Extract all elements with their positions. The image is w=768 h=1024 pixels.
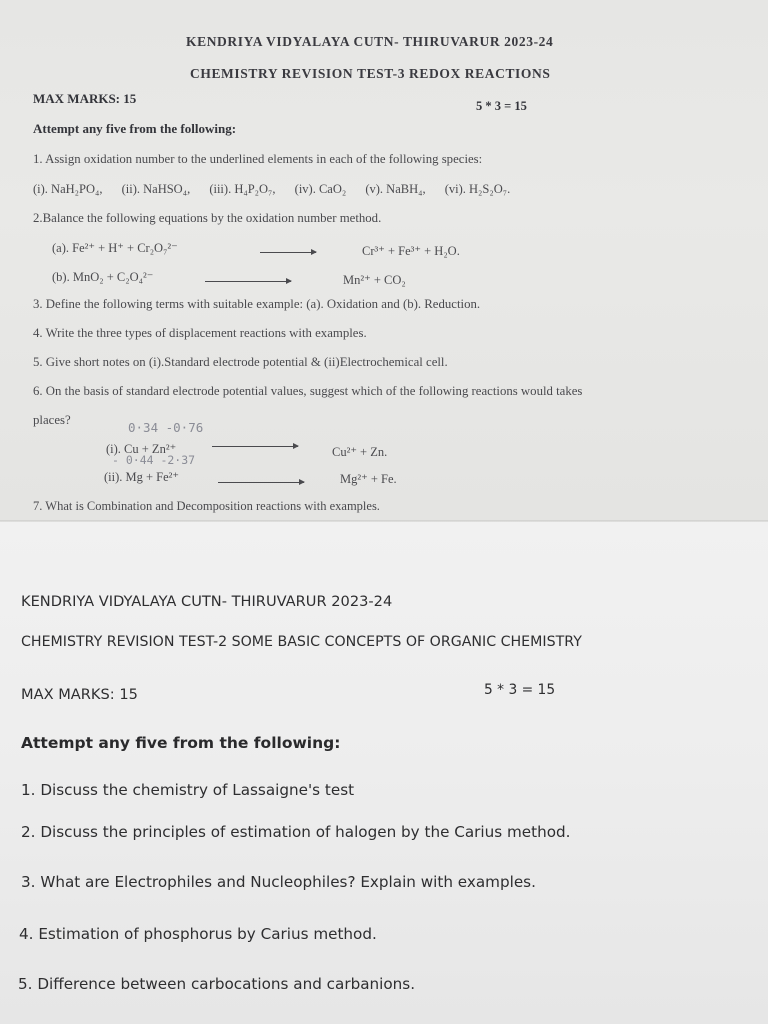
question-2: 2. Discuss the principles of estimation of halogen by the Carius method. (21, 823, 571, 841)
question-3: 3. What are Electrophiles and Nucleophiles? Explain with examples. (21, 873, 536, 891)
equation-b-reactants: (b). MnO₂ + C₂O₄²⁻ (52, 270, 154, 284)
species-item: (vi). H₂S₂O₇. (444, 182, 511, 196)
species-item: (i). NaH₂PO₄, (33, 182, 103, 196)
marks-formula: 5 * 3 = 15 (484, 682, 556, 698)
question-1-species (33, 182, 526, 197)
school-heading: KENDRIYA VIDYALAYA CUTN- THIRUVARUR 2023-24 (21, 593, 393, 610)
reaction-ii-reactants: (ii). Mg + Fe²⁺ (104, 470, 180, 484)
question-6-continued: places? (33, 413, 71, 427)
species-item: (iii). H₄P₂O₇, (209, 182, 276, 196)
question-1: 1. Assign oxidation number to the underlined elements in each of the following species: (33, 152, 483, 166)
species-item: (ii). NaHSO₄, (121, 182, 191, 196)
question-5: 5. Difference between carbocations and carbanions. (18, 975, 416, 993)
equation-a-products: Cr³⁺ + Fe³⁺ + H₂O. (362, 244, 460, 258)
question-5: 5. Give short notes on (i).Standard electrode potential & (ii)Electrochemical cell. (33, 355, 448, 369)
handwritten-annotation: - 0·44 -2·37 (112, 453, 196, 467)
reaction-i-reactants: (i). Cu + Zn²⁺ (106, 442, 177, 456)
reaction-i-products: Cu²⁺ + Zn. (332, 445, 388, 459)
species-item: (v). NaBH₄, (365, 182, 426, 196)
question-4: 4. Estimation of phosphorus by Carius method. (19, 925, 377, 943)
question-4: 4. Write the three types of displacement reactions with examples. (33, 326, 367, 340)
instructions: Attempt any five from the following: (21, 734, 341, 752)
species-item: (iv). CaO₂ (294, 182, 347, 196)
question-1: 1. Discuss the chemistry of Lassaigne's test (21, 781, 355, 799)
equation-b-products: Mn²⁺ + CO₂ (343, 273, 406, 287)
reaction-arrow-icon (260, 252, 316, 253)
reaction-arrow-icon (212, 446, 298, 447)
reaction-arrow-icon (205, 281, 291, 282)
question-3: 3. Define the following terms with suitable example: (a). Oxidation and (b). Reduction. (33, 297, 481, 311)
equation-a-reactants: (a). Fe²⁺ + H⁺ + Cr₂O₇²⁻ (52, 241, 178, 255)
max-marks: MAX MARKS: 15 (33, 91, 137, 106)
instructions: Attempt any five from the following: (33, 121, 237, 136)
organic-chemistry-test-sheet (0, 522, 768, 1024)
question-2: 2.Balance the following equations by the oxidation number method. (33, 211, 382, 225)
marks-formula: 5 * 3 = 15 (476, 99, 527, 113)
test-title: CHEMISTRY REVISION TEST-3 REDOX REACTIONS (190, 66, 551, 81)
max-marks: MAX MARKS: 15 (21, 686, 138, 703)
test-title: CHEMISTRY REVISION TEST-2 SOME BASIC CONCEPTS OF ORGANIC CHEMISTRY (21, 634, 582, 650)
school-heading: KENDRIYA VIDYALAYA CUTN- THIRUVARUR 2023-24 (186, 34, 554, 49)
reaction-ii-products: Mg²⁺ + Fe. (340, 472, 397, 486)
question-6: 6. On the basis of standard electrode potential values, suggest which of the following reactions would takes (33, 384, 583, 398)
handwritten-annotation: 0·34 -0·76 (128, 420, 204, 435)
question-7: 7. What is Combination and Decomposition reactions with examples. (33, 499, 380, 513)
reaction-arrow-icon (218, 482, 304, 483)
